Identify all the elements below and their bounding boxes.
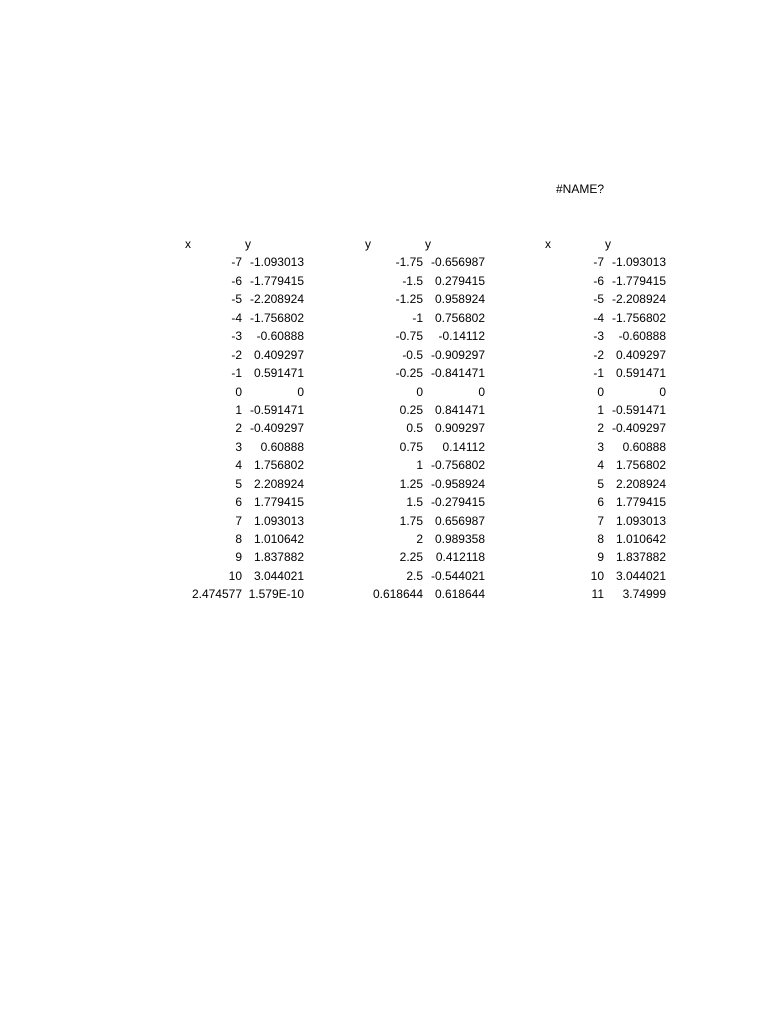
- table-row: [360, 568, 485, 586]
- cell-value-first: -4: [231, 310, 242, 325]
- table-row: [540, 586, 666, 604]
- table-row: [360, 273, 485, 291]
- table-row: [180, 531, 304, 549]
- cell-value-second: -2.208924: [611, 292, 666, 307]
- cell-value-second: 3.044021: [253, 568, 304, 583]
- cell-value-first: 3: [597, 439, 604, 454]
- table-rows: [180, 254, 304, 604]
- cell-value-first: 0.25: [399, 402, 423, 417]
- cell-value-second: 1.837882: [615, 550, 666, 565]
- table-row: [540, 513, 666, 531]
- table-rows: [540, 254, 666, 604]
- table-row: [180, 347, 304, 365]
- table-row: [360, 254, 485, 272]
- cell-value-first: 11: [591, 587, 604, 602]
- cell-value-second: 0.409297: [615, 347, 666, 362]
- table-row: [540, 273, 666, 291]
- cell-value-second: -1.779415: [611, 273, 666, 288]
- cell-value-second: 0: [297, 384, 304, 399]
- table-row: [540, 402, 666, 420]
- cell-value-second: 2.208924: [615, 476, 666, 491]
- table-row: [360, 531, 485, 549]
- table-header-row: [180, 236, 304, 254]
- data-table-middle: [360, 236, 485, 605]
- cell-value-second: -0.656987: [430, 255, 485, 270]
- table-row: [360, 384, 485, 402]
- cell-value-first: 0: [416, 384, 423, 399]
- cell-value-first: -5: [593, 292, 604, 307]
- cell-value-second: -0.544021: [430, 568, 485, 583]
- table-row: [540, 310, 666, 328]
- cell-value-first: 2: [597, 421, 604, 436]
- cell-value-first: 0.618644: [372, 587, 423, 602]
- cell-value-second: -0.591471: [611, 402, 666, 417]
- cell-value-second: 0.409297: [253, 347, 304, 362]
- cell-value-second: 0: [478, 384, 485, 399]
- cell-value-second: 0.279415: [434, 273, 485, 288]
- cell-value-first: 7: [597, 513, 604, 528]
- table-row: [360, 549, 485, 567]
- table-row: [540, 549, 666, 567]
- cell-value-second: -1.093013: [249, 255, 304, 270]
- table-row: [540, 531, 666, 549]
- table-row: [360, 476, 485, 494]
- table-row: [540, 439, 666, 457]
- cell-value-first: -0.5: [402, 347, 423, 362]
- cell-value-first: -1.75: [395, 255, 423, 270]
- table-row: [360, 494, 485, 512]
- cell-value-second: -0.591471: [249, 402, 304, 417]
- cell-value-first: 8: [597, 532, 604, 546]
- table-header-row: [540, 236, 666, 254]
- table-row: [180, 384, 304, 402]
- table-row: [360, 347, 485, 365]
- cell-value-first: -5: [231, 292, 242, 307]
- table-row: [180, 310, 304, 328]
- cell-value-first: -4: [593, 310, 604, 325]
- cell-value-second: 0.841471: [434, 402, 485, 417]
- table-row: [540, 291, 666, 309]
- cell-value-first: -1: [412, 310, 423, 325]
- cell-value-second: 0.989358: [434, 532, 485, 546]
- cell-value-second: 0.756802: [434, 310, 485, 325]
- cell-value-first: 0.5: [406, 421, 423, 436]
- table-row: [360, 310, 485, 328]
- table-row: [180, 402, 304, 420]
- table-row: [180, 328, 304, 346]
- table-row: [180, 273, 304, 291]
- cell-value-second: -0.409297: [249, 421, 304, 436]
- cell-value-first: -1: [593, 366, 604, 381]
- cell-value-first: 0.75: [399, 439, 423, 454]
- formula-error-cell: #NAME?: [555, 182, 605, 196]
- cell-value-first: 1.5: [406, 495, 423, 510]
- cell-value-first: 2.5: [406, 568, 423, 583]
- cell-value-first: 5: [597, 476, 604, 491]
- cell-value-second: -0.14112: [438, 329, 485, 344]
- table-row: [180, 513, 304, 531]
- cell-value-first: 1: [235, 402, 242, 417]
- cell-value-second: 0.60888: [622, 439, 666, 454]
- cell-value-first: -1: [231, 366, 242, 381]
- cell-value-first: 3: [235, 439, 242, 454]
- cell-value-second: 1.093013: [615, 513, 666, 528]
- table-row: [180, 254, 304, 272]
- cell-value-first: -2: [593, 347, 604, 362]
- cell-value-second: -0.909297: [430, 347, 485, 362]
- table-row: [360, 457, 485, 475]
- cell-value-second: 1.010642: [253, 532, 304, 546]
- column-header-y-second: y: [425, 237, 431, 251]
- table-row: [540, 328, 666, 346]
- table-row: [360, 291, 485, 309]
- table-row: [540, 568, 666, 586]
- table-row: [360, 513, 485, 531]
- cell-value-first: 10: [228, 568, 242, 583]
- cell-value-second: 2.208924: [253, 476, 304, 491]
- cell-value-second: 0.618644: [434, 587, 485, 602]
- table-row: [540, 476, 666, 494]
- cell-value-first: -7: [231, 255, 242, 270]
- data-table-left: [180, 236, 304, 605]
- table-row: [180, 568, 304, 586]
- cell-value-first: -0.75: [395, 329, 423, 344]
- cell-value-second: -1.756802: [249, 310, 304, 325]
- cell-value-second: 1.756802: [253, 458, 304, 473]
- cell-value-second: 1.756802: [615, 458, 666, 473]
- cell-value-second: -0.756802: [430, 458, 485, 473]
- table-row: [540, 494, 666, 512]
- table-row: [180, 420, 304, 438]
- table-row: [360, 402, 485, 420]
- table-row: [180, 457, 304, 475]
- cell-value-second: 0.656987: [434, 513, 485, 528]
- cell-value-first: 0: [235, 384, 242, 399]
- table-row: [180, 291, 304, 309]
- cell-value-second: -0.60888: [256, 329, 304, 344]
- table-rows: [360, 254, 485, 604]
- table-row: [360, 365, 485, 383]
- column-header-y-first: y: [365, 237, 371, 251]
- cell-value-first: -1.5: [402, 273, 423, 288]
- table-row: [540, 384, 666, 402]
- table-row: [540, 457, 666, 475]
- column-header-x: x: [185, 237, 191, 251]
- cell-value-first: 2: [416, 532, 423, 546]
- table-row: [180, 586, 304, 604]
- table-header-row: [360, 236, 485, 254]
- cell-value-first: 4: [597, 458, 604, 473]
- cell-value-first: -6: [593, 273, 604, 288]
- table-row: [180, 476, 304, 494]
- cell-value-first: 9: [235, 550, 242, 565]
- table-row: [360, 420, 485, 438]
- cell-value-first: -0.25: [395, 366, 423, 381]
- table-row: [180, 494, 304, 512]
- cell-value-first: -7: [593, 255, 604, 270]
- table-row: [180, 549, 304, 567]
- cell-value-second: -0.279415: [430, 495, 485, 510]
- cell-value-first: 6: [597, 495, 604, 510]
- cell-value-second: 0.14112: [442, 439, 485, 454]
- cell-value-second: 1.093013: [253, 513, 304, 528]
- cell-value-second: -1.093013: [611, 255, 666, 270]
- cell-value-first: -6: [231, 273, 242, 288]
- table-row: [540, 347, 666, 365]
- cell-value-second: 0.909297: [434, 421, 485, 436]
- cell-value-first: 9: [597, 550, 604, 565]
- cell-value-first: 7: [235, 513, 242, 528]
- cell-value-second: 1.579E-10: [248, 587, 304, 602]
- cell-value-second: 3.74999: [622, 587, 666, 602]
- cell-value-second: -1.756802: [611, 310, 666, 325]
- cell-value-second: 0.591471: [615, 366, 666, 381]
- cell-value-second: 1.779415: [253, 495, 304, 510]
- cell-value-second: 0.591471: [253, 366, 304, 381]
- table-row: [540, 365, 666, 383]
- cell-value-first: 1.25: [399, 476, 423, 491]
- cell-value-second: 1.837882: [253, 550, 304, 565]
- cell-value-first: 4: [235, 458, 242, 473]
- cell-value-second: -2.208924: [249, 292, 304, 307]
- table-row: [360, 586, 485, 604]
- cell-value-second: 0.412118: [435, 550, 485, 565]
- table-row: [360, 328, 485, 346]
- cell-value-second: 3.044021: [615, 568, 666, 583]
- cell-value-first: 2: [235, 421, 242, 436]
- cell-value-first: -3: [593, 329, 604, 344]
- table-row: [180, 439, 304, 457]
- table-row: [360, 439, 485, 457]
- cell-value-first: 2.25: [399, 550, 423, 565]
- cell-value-second: 0.60888: [260, 439, 304, 454]
- cell-value-first: 10: [590, 568, 604, 583]
- cell-value-second: 1.010642: [615, 532, 666, 546]
- cell-value-first: 5: [235, 476, 242, 491]
- cell-value-first: 8: [235, 532, 242, 546]
- column-header-y: y: [245, 237, 251, 251]
- cell-value-second: -0.409297: [611, 421, 666, 436]
- cell-value-first: 2.474577: [191, 587, 242, 602]
- cell-value-first: 1: [416, 458, 423, 473]
- table-row: [180, 365, 304, 383]
- cell-value-second: -0.841471: [430, 366, 485, 381]
- cell-value-first: 6: [235, 495, 242, 510]
- table-row: [540, 420, 666, 438]
- cell-value-second: 1.779415: [615, 495, 666, 510]
- data-table-right: [540, 236, 666, 605]
- cell-value-second: -1.779415: [249, 273, 304, 288]
- cell-value-first: 1: [597, 402, 604, 417]
- cell-value-first: -2: [231, 347, 242, 362]
- column-header-y: y: [605, 237, 611, 251]
- column-header-x: x: [545, 237, 551, 251]
- cell-value-second: -0.958924: [430, 476, 485, 491]
- cell-value-first: -3: [231, 329, 242, 344]
- cell-value-first: 0: [597, 384, 604, 399]
- cell-value-second: 0: [659, 384, 666, 399]
- cell-value-first: -1.25: [395, 292, 423, 307]
- cell-value-second: 0.958924: [434, 292, 485, 307]
- cell-value-second: -0.60888: [618, 329, 666, 344]
- cell-value-first: 1.75: [399, 513, 423, 528]
- table-row: [540, 254, 666, 272]
